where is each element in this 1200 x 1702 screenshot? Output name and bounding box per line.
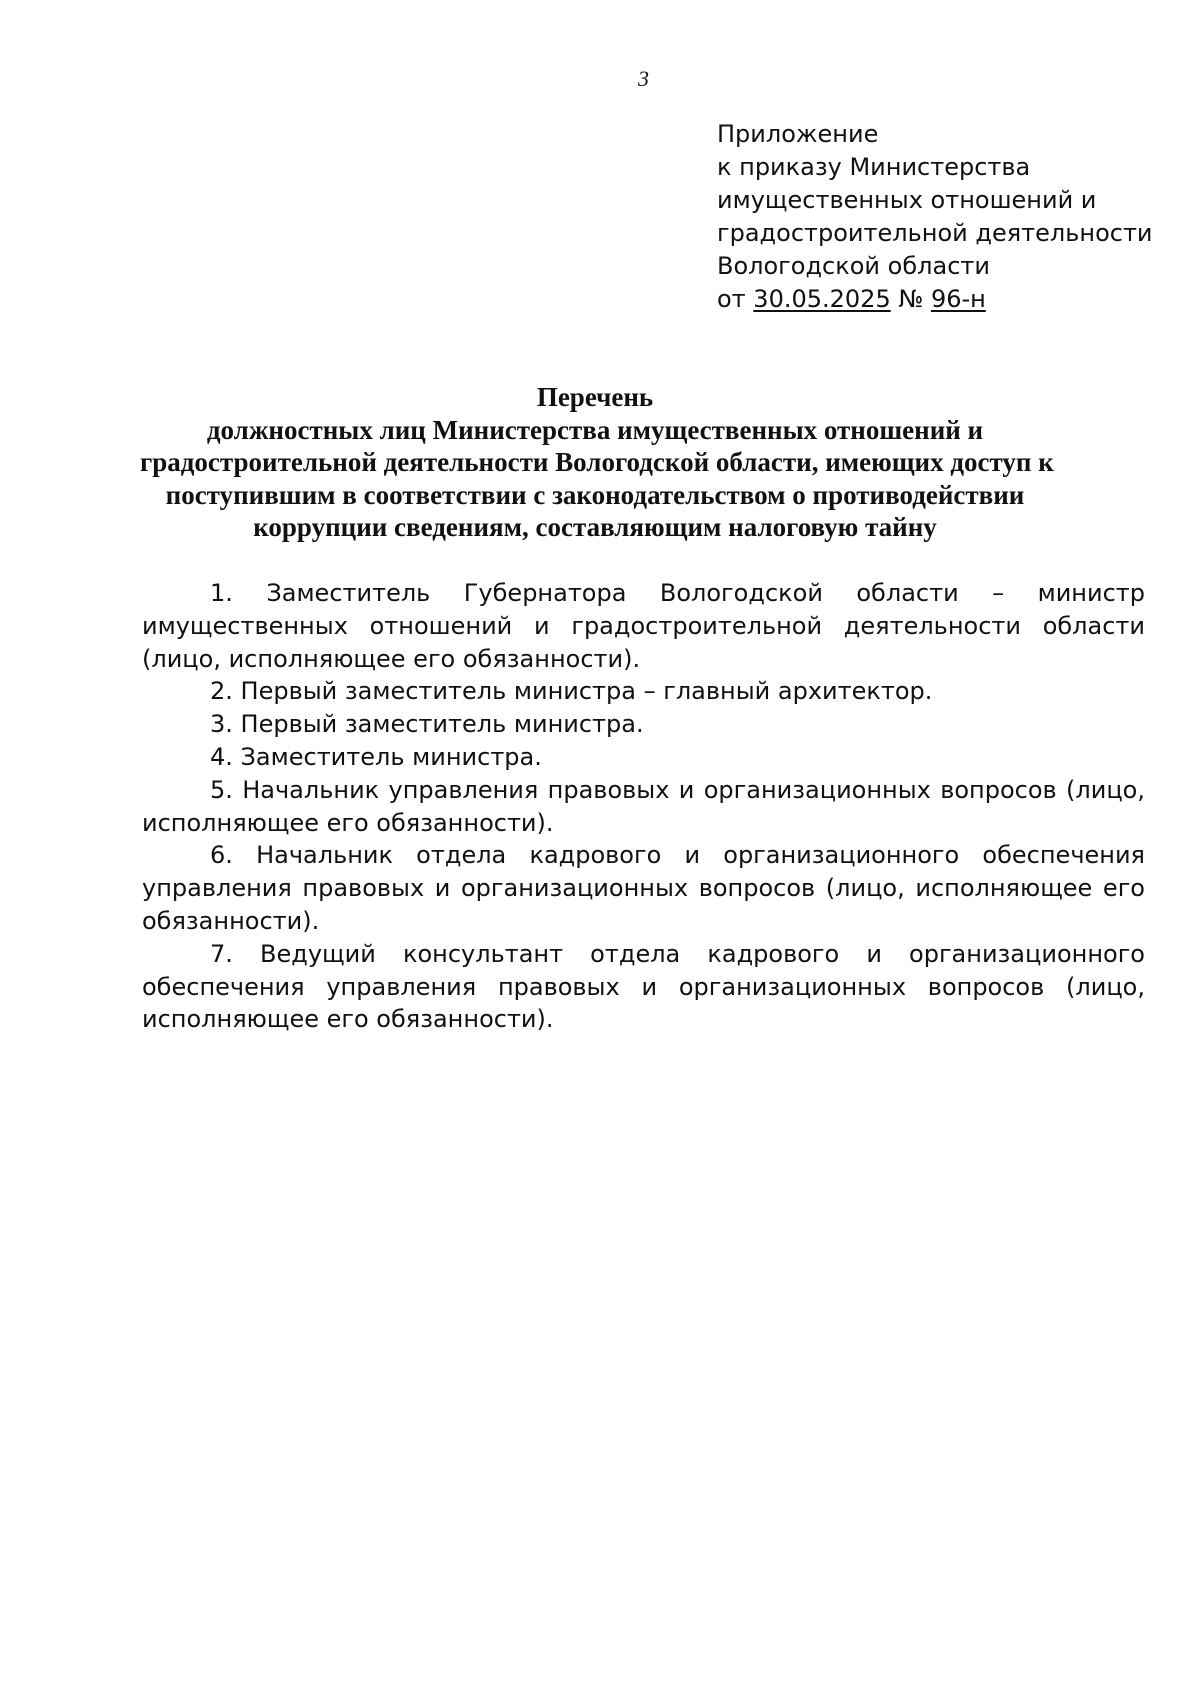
list-item-1-rest: имущественных отношений и градостроительной деятельности области (лицо, исполняющее его обязанности). [142, 611, 1145, 673]
appendix-date-line [717, 283, 1153, 316]
list-item-1-lead: 1. Заместитель Губернатора Вологодской области – министр [210, 579, 1145, 607]
list-item: 2. Первый заместитель министра – главный архитектор. [210, 677, 933, 706]
appendix-header [717, 118, 1153, 316]
title-line-4: поступившим в соответствии с законодательством о противодействии [165, 479, 1025, 510]
title-line-3: градостроительной деятельности Вологодской области, имеющих доступ к [140, 447, 1054, 477]
order-date: 30.05.2025 [753, 285, 891, 313]
title-line-2: должностных лиц Министерства имущественных отношений и [206, 414, 984, 445]
order-number: 96-н [930, 285, 986, 313]
document-body [142, 577, 1145, 1036]
date-prefix: от [717, 285, 754, 313]
list-item: 4. Заместитель министра. [210, 742, 542, 771]
appendix-line-4: градостроительной деятельности [717, 219, 1153, 247]
appendix-line-3: имущественных отношений и [717, 186, 1097, 214]
appendix-line-5: Вологодской области [717, 252, 990, 280]
list-item: 3. Первый заместитель министра. [210, 710, 644, 739]
title-line-1: Перечень [536, 382, 654, 412]
title-line-5: коррупции сведениям, составляющим налоговую тайну [253, 512, 937, 542]
document-title [140, 381, 1054, 544]
list-item: 6. Начальник отдела кадрового и организационного обеспечения управления правовых и организационных вопросов (лицо, исполняющее его обязанности). [142, 841, 1145, 935]
appendix-line-2: к приказу Министерства [717, 153, 1031, 181]
number-sign: № [890, 285, 931, 313]
page-number: 3 [638, 66, 649, 91]
list-item: 5. Начальник управления правовых и организационных вопросов (лицо, исполняющее его обязанности). [142, 775, 1145, 837]
appendix-line-1: Приложение [717, 120, 879, 148]
list-item: 7. Ведущий консультант отдела кадрового и организационного обеспечения управления правовых и организационных вопросов (лицо, исполняющее его обязанности). [142, 939, 1145, 1034]
list-item [142, 577, 1145, 675]
